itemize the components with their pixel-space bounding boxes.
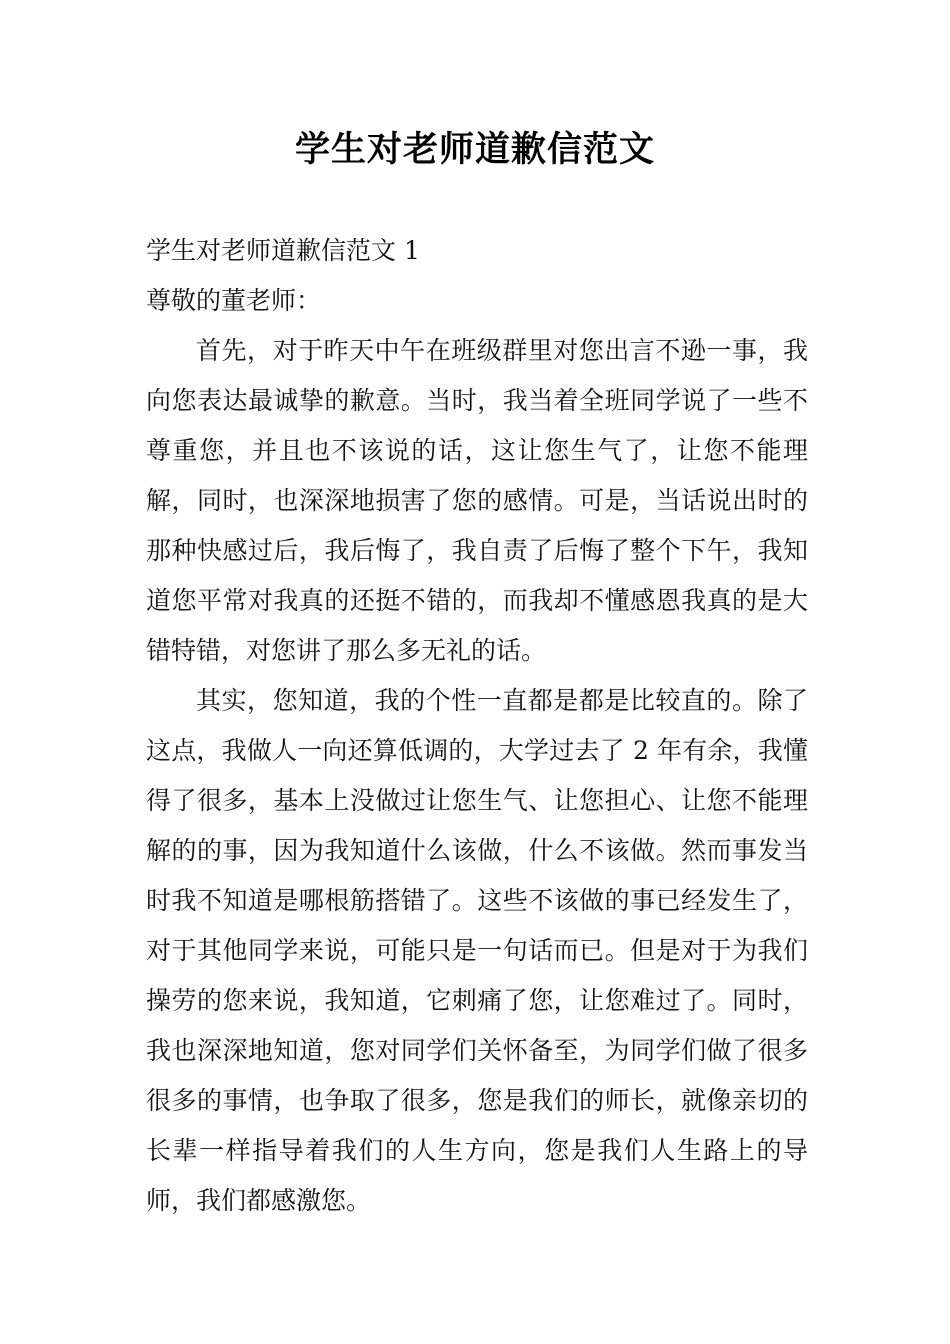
salutation: 尊敬的董老师： (146, 286, 322, 315)
section-heading: 学生对老师道歉信范文 1 (146, 236, 420, 265)
paragraph-2: 其实，您知道，我的个性一直都是都是比较直的。除了这点，我做人一向还算低调的，大学过去了 2 年有余，我懂得了很多，基本上没做过让您生气、让您担心、让您不能理解的的事，因为我知道什么该做，什么不该做。然而事发当时我不知道是哪根筋搭错了。这些不该做的事已经发生了，对于其他同学来说，可能只是一句话而已。但是对于为我们操劳的您来说，我知道，它刺痛了您，让您难过了。同时，我也深深地知道，您对同学们关怀备至，为同学们做了很多很多的事情，也争取了很多，您是我们的师长，就像亲切的长辈一样指导着我们的人生方向，您是我们人生路上的导师，我们都感激您。 (146, 686, 808, 1215)
document-body (146, 226, 808, 1226)
paragraph-1: 首先，对于昨天中午在班级群里对您出言不逊一事，我向您表达最诚挚的歉意。当时，我当着全班同学说了一些不尊重您，并且也不该说的话，这让您生气了，让您不能理解，同时，也深深地损害了您的感情。可是，当话说出时的那种快感过后，我后悔了，我自责了后悔了整个下午，我知道您平常对我真的还挺不错的，而我却不懂感恩我真的是大错特错，对您讲了那么多无礼的话。 (146, 336, 808, 665)
document-title: 学生对老师道歉信范文 (294, 129, 655, 170)
